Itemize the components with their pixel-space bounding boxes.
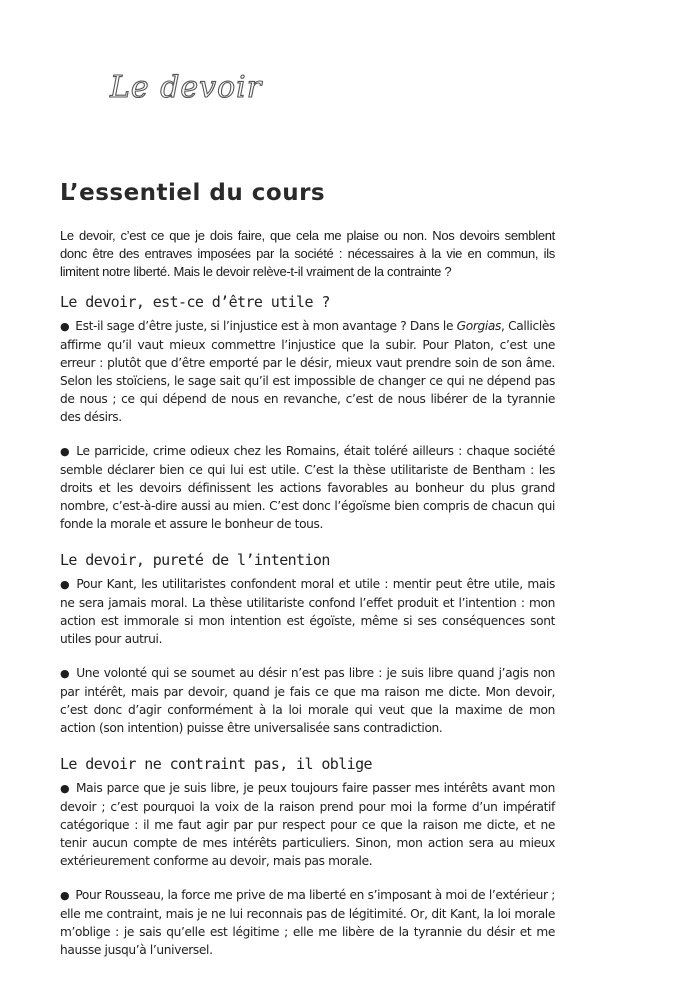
bullet-icon: ● — [60, 320, 70, 333]
bullet-icon: ● — [60, 782, 70, 795]
paragraph-volonte-libre — [60, 664, 555, 737]
intro-paragraph: Le devoir, c’est ce que je dois faire, que cela me plaise ou non. Nos devoirs semblent donc être des entraves imposées par la société : nécessaires à la vie en commun, ils limitent notre liberté. Mais le devoir relève-t-il vraiment de la contrainte ? — [60, 228, 555, 279]
paragraph-rousseau — [60, 886, 555, 959]
subheading-utile: Le devoir, est-ce d’être utile ? — [60, 293, 330, 311]
bullet-icon: ● — [60, 889, 70, 902]
paragraph-text: Mais parce que je suis libre, je peux toujours faire passer mes intérêts avant mon devoir ; c’est pourquoi la voix de la raison prend pour moi la forme d’un impératif catégorique : il me faut agir par pur respect pour ce que la raison me dicte, et ne tenir aucun compte de mes intérêts particuliers. Sinon, mon action sera au mieux extérieurement conforme au devoir, mais pas morale. — [60, 781, 555, 868]
paragraph-text: Pour Rousseau, la force me prive de ma liberté en s’imposant à moi de l’extérieur ; elle me contraint, mais je ne lui reconnais pas de légitimité. Or, dit Kant, la loi morale m’oblige : je sais qu’elle est légitime ; elle me libère de la tyrannie du désir et me hausse jusqu’à l’universel. — [60, 888, 555, 957]
course-content — [60, 227, 555, 965]
book-title-gorgias: Gorgias — [456, 319, 502, 333]
page-title: Le devoir — [110, 70, 263, 105]
paragraph-text: Une volonté qui se soumet au désir n’est pas libre : je suis libre quand j’agis non par intérêt, mais par devoir, quand je fais ce que ma raison me dicte. Mon devoir, c’est donc d’agir conformément à la loi morale qui veut que la maxime de mon action (son intention) puisse être universalisée sans contradiction. — [60, 666, 556, 735]
subheading-oblige: Le devoir ne contraint pas, il oblige — [60, 755, 372, 773]
subheading-intention: Le devoir, pureté de l’intention — [60, 551, 330, 569]
bullet-icon: ● — [60, 667, 71, 680]
section-title: L’essentiel du cours — [60, 180, 326, 206]
paragraph-text: Le parricide, crime odieux chez les Romains, était toléré ailleurs : chaque société semble déclarer bien ce qui lui est utile. C’est la thèse utilitariste de Bentham : les droits et les devoirs définissent les actions favorables au bonheur du plus grand nombre, c’est-à-dire aussi au mien. C’est donc l’égoïsme bien compris de chacun qui fonde la morale et assure le bonheur de tous. — [60, 444, 555, 531]
bullet-icon: ● — [60, 445, 71, 458]
paragraph-imperatif — [60, 779, 555, 870]
bullet-icon: ● — [60, 578, 71, 591]
paragraph-text: , Calliclès affirme qu’il vaut mieux commettre l’injustice que la subir. Pour Platon, c’est une erreur : plutôt que d’être emporté par le désir, mieux vaut prendre soin de son âme. Selon les stoïciens, le sage sait qu’il est impossible de changer ce qui ne dépend pas de nous ; ce qui dépend de nous en revanche, c’est de nous libérer de la tyrannie des désirs. — [60, 319, 556, 424]
paragraph-sagesse-justice — [60, 317, 555, 426]
paragraph-utilitarisme — [60, 442, 555, 533]
paragraph-kant-utilitaristes — [60, 575, 555, 648]
paragraph-text: Est-il sage d’être juste, si l’injustice est à mon avantage ? Dans le — [75, 319, 457, 333]
paragraph-text: Pour Kant, les utilitaristes confondent moral et utile : mentir peut être utile, mais ne sera jamais moral. La thèse utilitariste confond l’effet produit et l’intention : mon action est immorale si mon intention est égoïste, même si ses conséquences sont utiles pour autrui. — [60, 577, 556, 646]
